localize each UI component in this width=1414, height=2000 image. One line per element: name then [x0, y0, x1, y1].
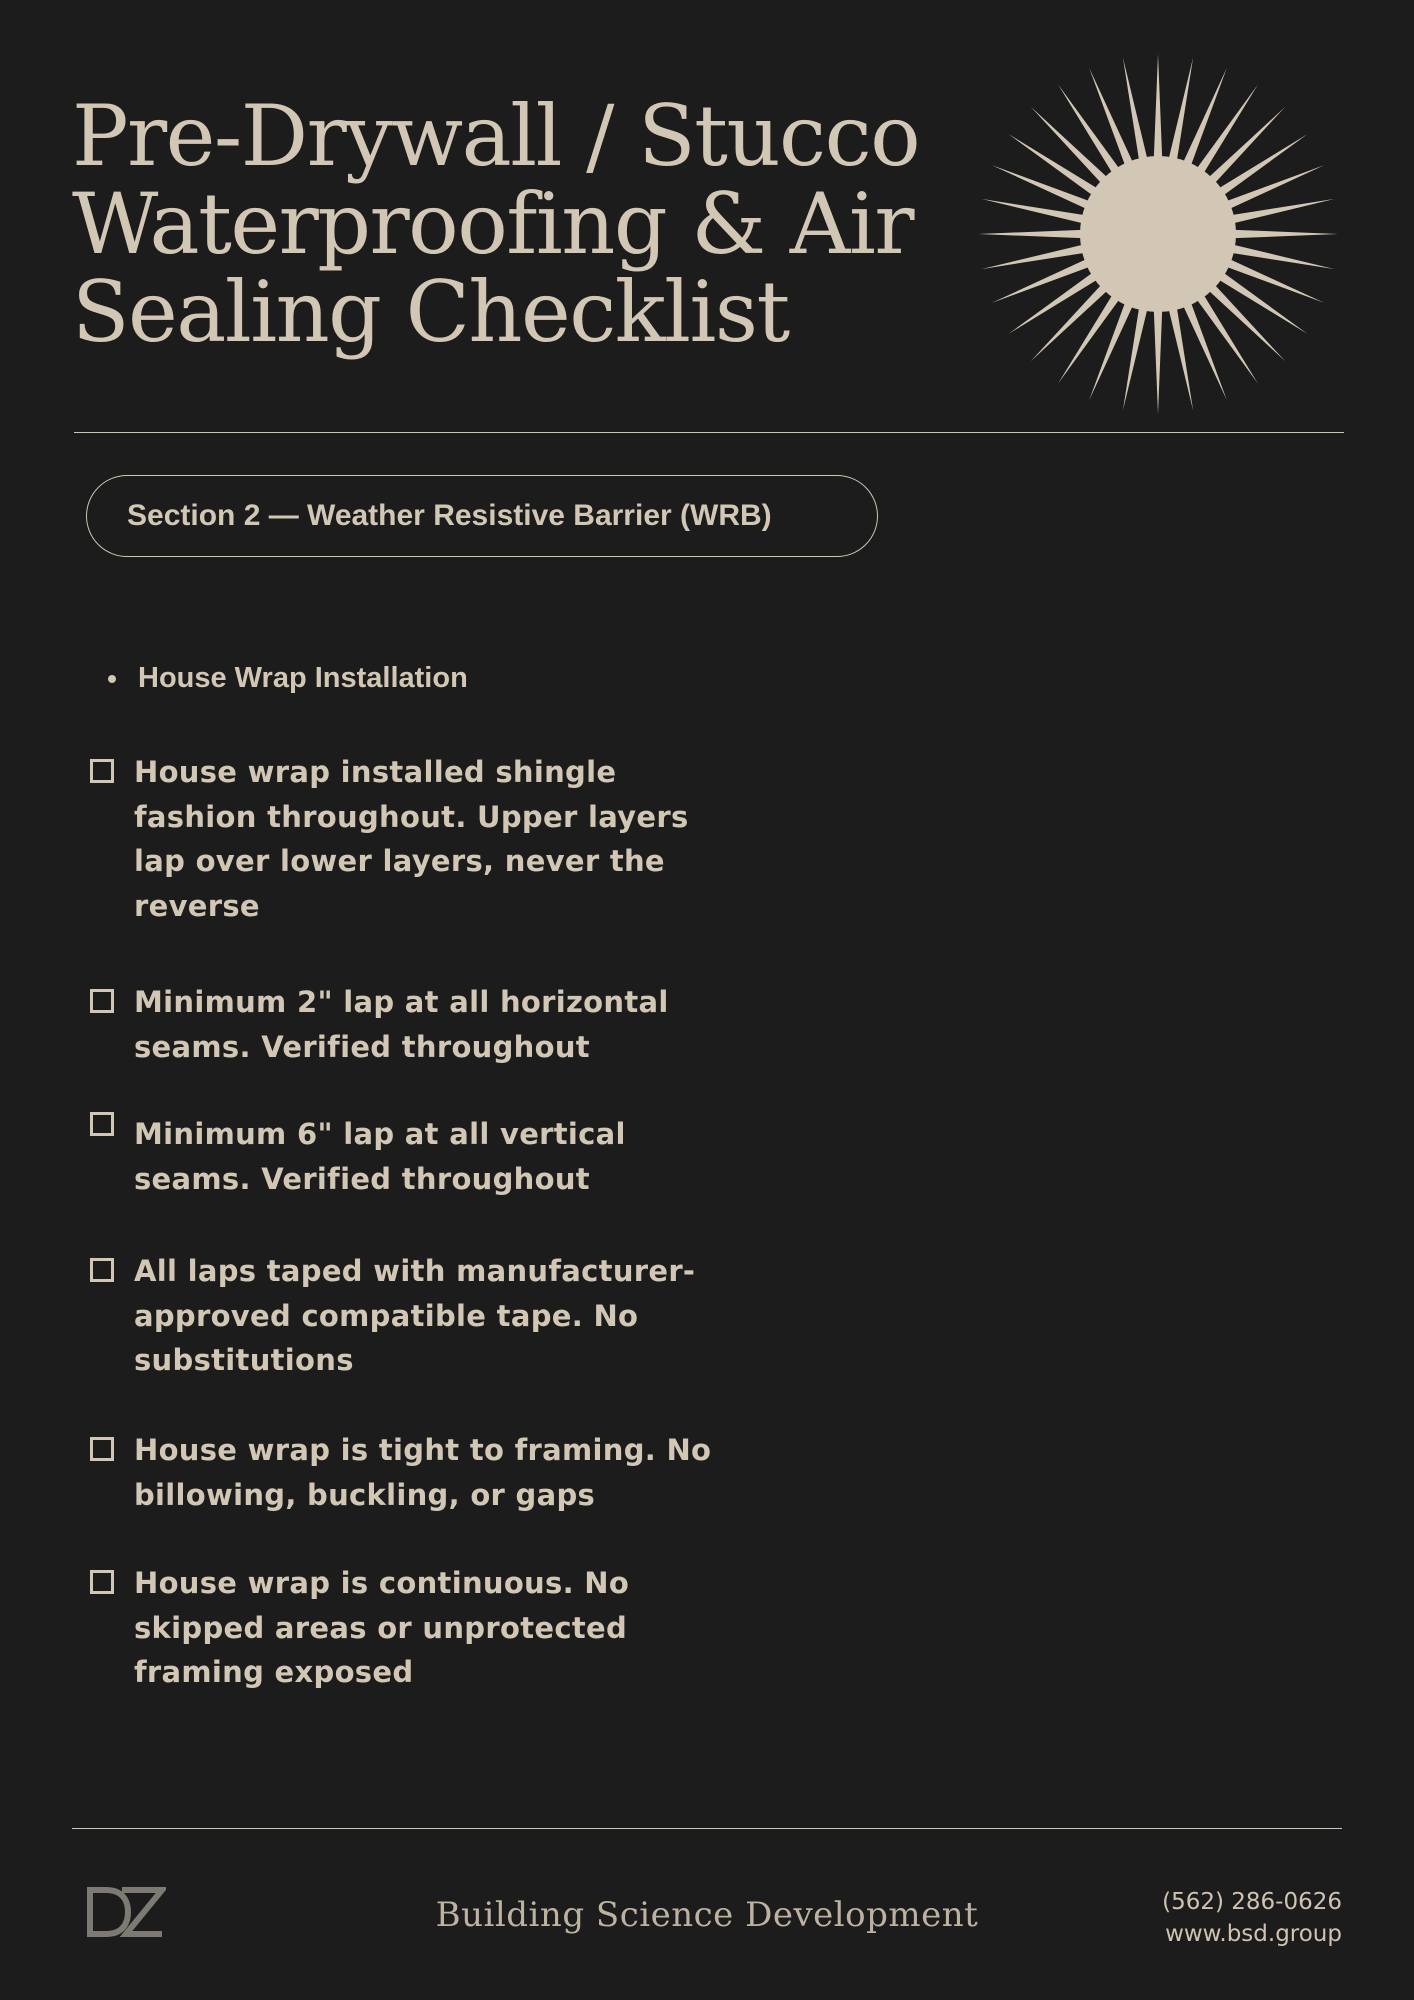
checkbox-icon[interactable] [90, 1570, 114, 1594]
section-label [86, 475, 878, 557]
company-name: Building Science Development [435, 1895, 979, 1935]
sun-ray [1153, 292, 1163, 414]
phone-number[interactable]: (562) 286-0626 [1162, 1889, 1342, 1915]
subsection-heading [108, 662, 468, 695]
sunburst-icon [976, 52, 1340, 416]
sun-ray [1195, 271, 1285, 361]
checklist-item-text: House wrap is continuous. No skipped areas or unprotected framing exposed [134, 1566, 630, 1689]
checkbox-icon[interactable] [90, 989, 114, 1013]
title-line-2: Waterproofing & Air [72, 175, 913, 273]
page-title [72, 87, 952, 361]
checklist-item-text: House wrap is tight to framing. No billowing, buckling, or gaps [134, 1433, 712, 1512]
checkbox-icon[interactable] [90, 759, 114, 783]
contact-info [1162, 1886, 1342, 1950]
checkbox-icon[interactable] [90, 1112, 114, 1136]
sun-ray [1153, 54, 1163, 176]
checklist-item-text: All laps taped with manufacturer-approved compatible tape. No substitutions [134, 1254, 696, 1377]
checklist-item-text: Minimum 6" lap at all vertical seams. Verified throughout [134, 1117, 626, 1196]
sun-ray [1031, 271, 1121, 361]
title-line-1: Pre-Drywall / Stucco [72, 87, 920, 185]
bullet-icon [108, 675, 116, 683]
checklist-item-text: House wrap installed shingle fashion throughout. Upper layers lap over lower layers, never the reverse [134, 755, 689, 923]
checkbox-icon[interactable] [90, 1258, 114, 1282]
website-link[interactable]: www.bsd.group [1165, 1921, 1342, 1947]
subsection-heading-text: House Wrap Installation [138, 662, 468, 694]
header-divider [74, 432, 1344, 433]
sun-ray [1195, 107, 1285, 197]
sun-ray [978, 229, 1100, 239]
section-label-text: Section 2 — Weather Resistive Barrier (WRB) [127, 499, 772, 532]
footer-divider [72, 1828, 1342, 1829]
sun-ray [1216, 229, 1338, 239]
checkbox-icon[interactable] [90, 1437, 114, 1461]
sun-ray [1031, 107, 1121, 197]
checklist-item-text: Minimum 2" lap at all horizontal seams. Verified throughout [134, 985, 669, 1064]
title-line-3: Sealing Checklist [72, 263, 789, 361]
